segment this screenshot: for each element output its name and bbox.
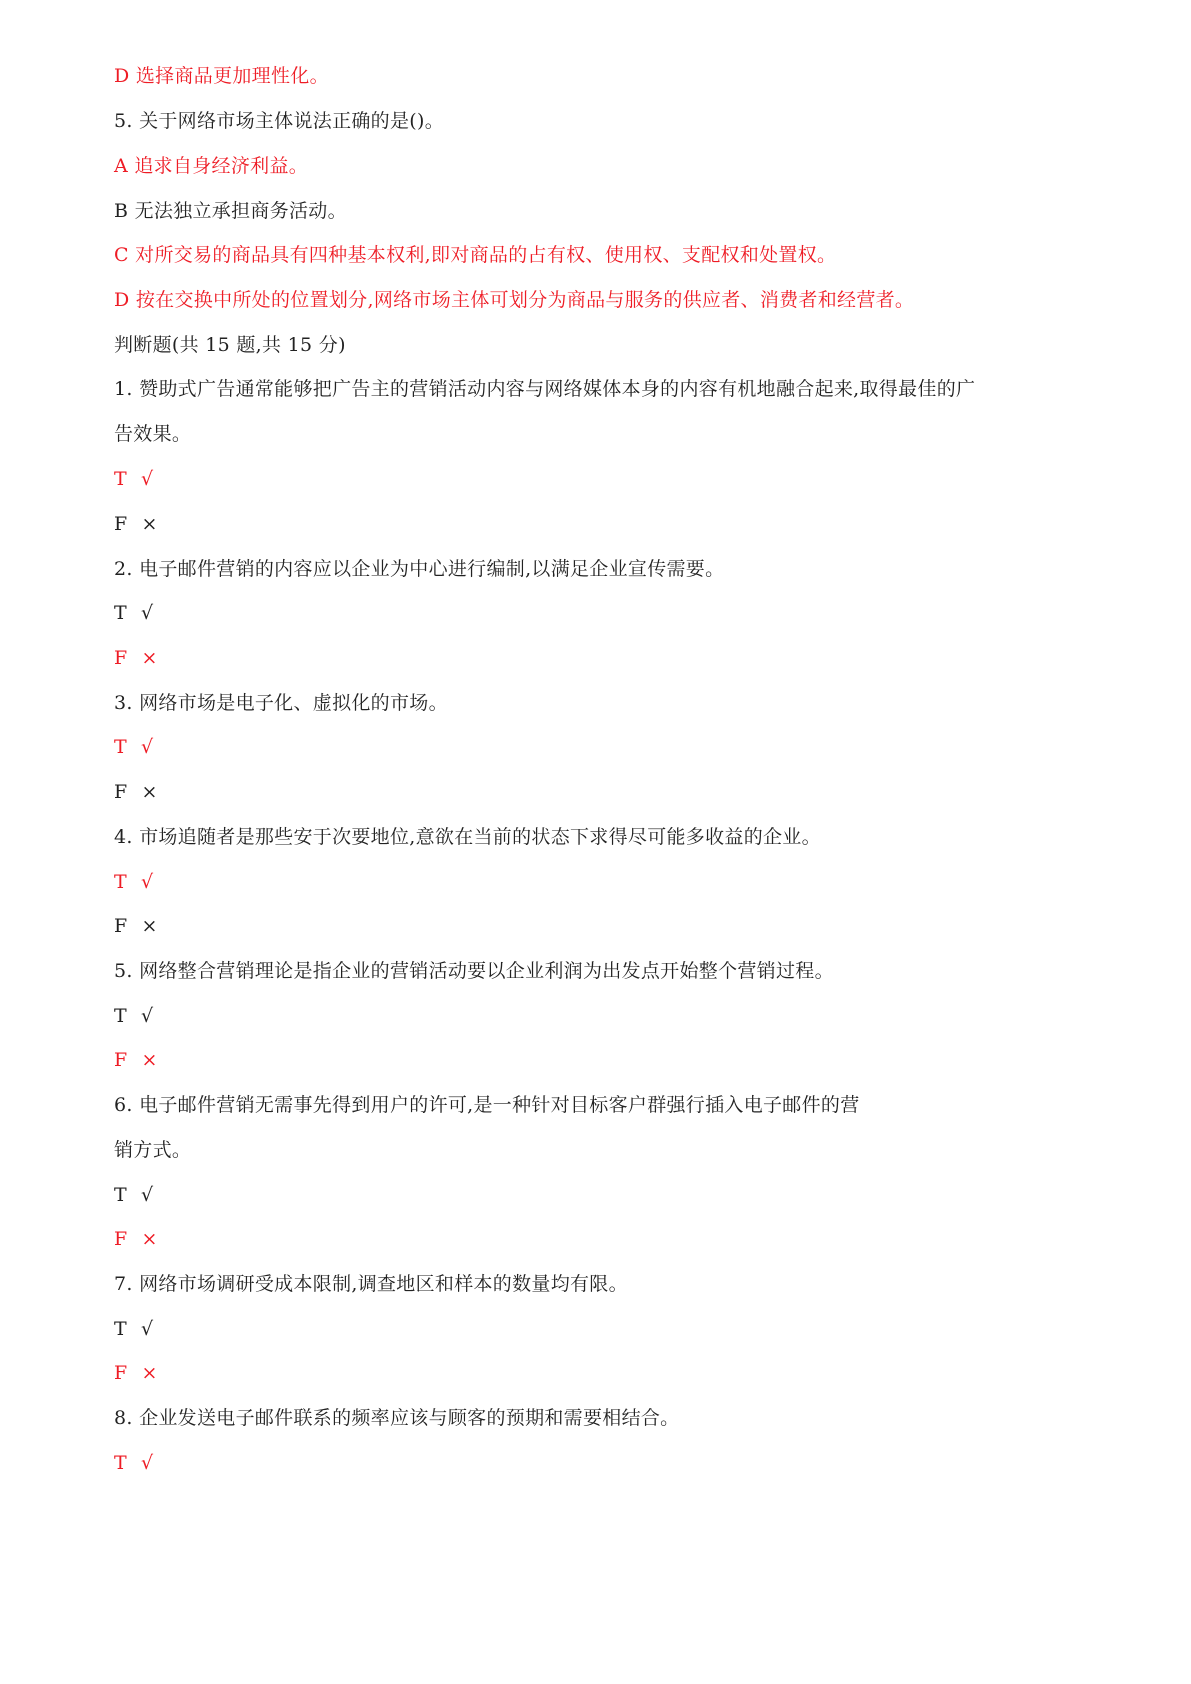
tf-q7-option-false	[114, 1360, 158, 1386]
tf-q2-text: 2. 电子邮件营销的内容应以企业为中心进行编制,以满足企业宣传需要。	[114, 558, 725, 580]
true-label: T	[114, 1184, 127, 1206]
false-label: F	[114, 647, 128, 669]
true-label: T	[114, 736, 127, 758]
cross-mark-icon: ×	[141, 915, 158, 937]
tf-q2-option-false	[114, 645, 158, 671]
tf-q8-text: 8. 企业发送电子邮件联系的频率应该与顾客的预期和需要相结合。	[114, 1407, 680, 1429]
cross-mark-icon: ×	[141, 1362, 158, 1384]
tf-q6-text-cont: 销方式。	[114, 1139, 192, 1161]
mc-q5-option-a: A 追求自身经济利益。	[114, 155, 309, 177]
tf-q2-option-true	[114, 600, 153, 626]
tf-q5-option-false	[114, 1047, 158, 1073]
tf-q5-option-true	[114, 1003, 153, 1029]
cross-mark-icon: ×	[141, 1228, 158, 1250]
true-label: T	[114, 602, 127, 624]
false-label: F	[114, 1362, 128, 1384]
tf-q4-option-false	[114, 913, 158, 939]
cross-mark-icon: ×	[141, 513, 158, 535]
tf-q7-option-true	[114, 1316, 153, 1342]
true-label: T	[114, 1452, 127, 1474]
cross-mark-icon: ×	[141, 781, 158, 803]
cross-mark-icon: ×	[141, 1049, 158, 1071]
mc-q4-option-d: D 选择商品更加理性化。	[114, 65, 329, 87]
tf-q6-text: 6. 电子邮件营销无需事先得到用户的许可,是一种针对目标客户群强行插入电子邮件的营	[114, 1094, 860, 1116]
mc-q5-option-b: B 无法独立承担商务活动。	[114, 200, 347, 222]
tf-q8-option-true	[114, 1450, 153, 1476]
tf-q3-option-false	[114, 779, 158, 805]
true-label: T	[114, 468, 127, 490]
tf-q1-text-cont: 告效果。	[114, 423, 192, 445]
check-mark-icon: √	[140, 1452, 154, 1474]
cross-mark-icon: ×	[141, 647, 158, 669]
tf-q4-text: 4. 市场追随者是那些安于次要地位,意欲在当前的状态下求得尽可能多收益的企业。	[114, 826, 821, 848]
tf-q7-text: 7. 网络市场调研受成本限制,调查地区和样本的数量均有限。	[114, 1273, 628, 1295]
check-mark-icon: √	[140, 1318, 154, 1340]
tf-q6-option-false	[114, 1226, 158, 1252]
tf-q3-option-true	[114, 734, 153, 760]
false-label: F	[114, 513, 128, 535]
check-mark-icon: √	[140, 468, 154, 490]
true-label: T	[114, 1318, 127, 1340]
tf-q6-option-true	[114, 1182, 153, 1208]
false-label: F	[114, 915, 128, 937]
check-mark-icon: √	[140, 1005, 154, 1027]
tf-section-header: 判断题(共 15 题,共 15 分)	[114, 334, 346, 356]
mc-q5-option-d: D 按在交换中所处的位置划分,网络市场主体可划分为商品与服务的供应者、消费者和经营者。	[114, 289, 915, 311]
false-label: F	[114, 1049, 128, 1071]
check-mark-icon: √	[140, 602, 154, 624]
false-label: F	[114, 781, 128, 803]
tf-q1-option-true	[114, 466, 153, 492]
true-label: T	[114, 871, 127, 893]
tf-q1-text: 1. 赞助式广告通常能够把广告主的营销活动内容与网络媒体本身的内容有机地融合起来,取得最佳的广	[114, 378, 976, 400]
check-mark-icon: √	[140, 871, 154, 893]
check-mark-icon: √	[140, 1184, 154, 1206]
mc-q5-stem: 5. 关于网络市场主体说法正确的是()。	[114, 110, 444, 132]
mc-q5-option-c: C 对所交易的商品具有四种基本权利,即对商品的占有权、使用权、支配权和处置权。	[114, 244, 837, 266]
false-label: F	[114, 1228, 128, 1250]
check-mark-icon: √	[140, 736, 154, 758]
tf-q1-option-false	[114, 511, 158, 537]
true-label: T	[114, 1005, 127, 1027]
tf-q5-text: 5. 网络整合营销理论是指企业的营销活动要以企业利润为出发点开始整个营销过程。	[114, 960, 834, 982]
tf-q3-text: 3. 网络市场是电子化、虚拟化的市场。	[114, 692, 448, 714]
tf-q4-option-true	[114, 869, 153, 895]
